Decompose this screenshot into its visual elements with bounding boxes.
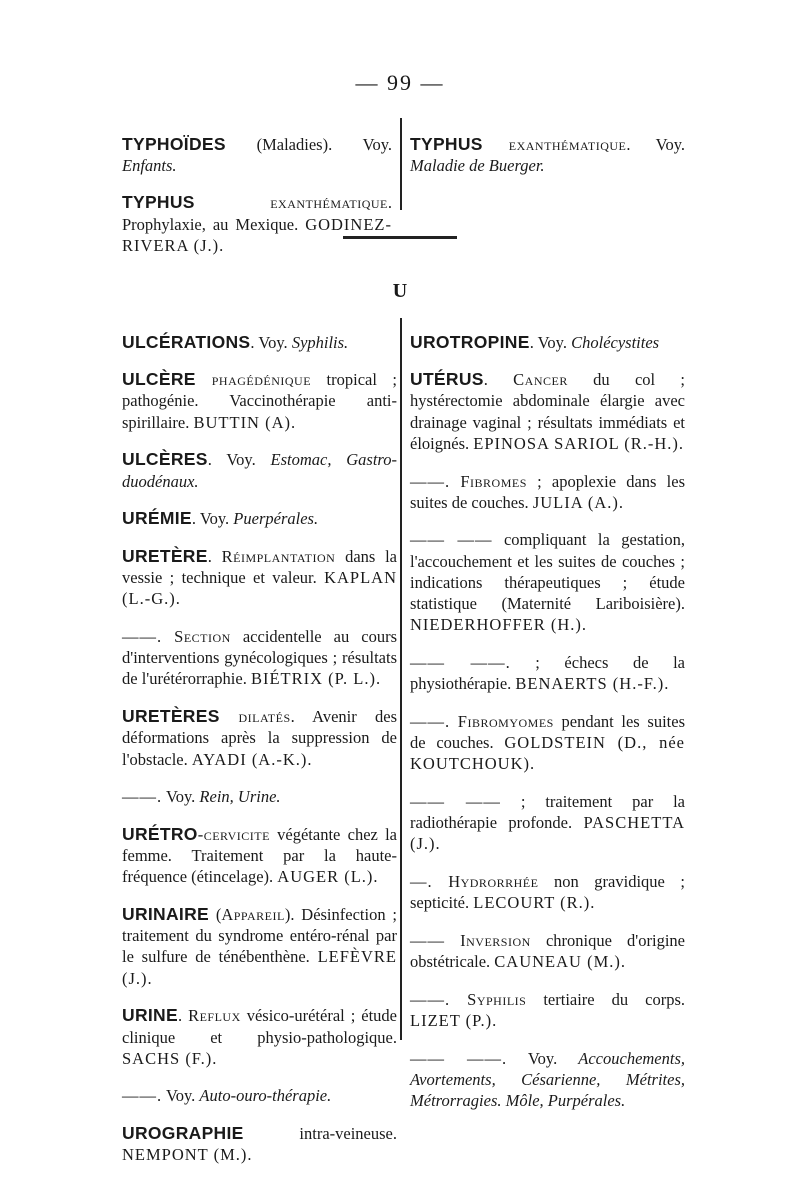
entry-text: chronique d'origine obstétricale.	[410, 930, 686, 972]
entry-headword: URETÈRES	[122, 706, 220, 727]
index-entry	[122, 332, 397, 353]
entry-text: .	[207, 546, 222, 566]
entry-headword: URINE	[122, 1005, 178, 1026]
entry-text: Réimplantation	[221, 546, 336, 566]
entry-text: tertiaire du corps.	[526, 989, 686, 1009]
entry-text: . Voy.	[626, 134, 685, 154]
entry-cross-reference: Accouchements, Avortements, Césarienne, Métrites, Métrorragies. Môle, Purpérales.	[410, 1048, 686, 1111]
entry-headword: UTÉRUS	[410, 369, 484, 390]
entry-repeat-dash: —— ——	[410, 530, 493, 550]
entry-text: tropical ; pathogénie. Vaccinothérapie anti-spirillaire.	[122, 370, 397, 432]
index-entry	[122, 1085, 397, 1106]
entry-text: Syphilis	[467, 989, 527, 1009]
entry-text: Cancer	[513, 370, 568, 390]
entry-text	[445, 931, 460, 950]
entry-cross-reference: Cholécystites	[571, 332, 660, 352]
entry-cross-reference: Auto-ouro-thérapie.	[199, 1086, 332, 1106]
entry-repeat-dash: ——	[410, 930, 445, 950]
index-column-bottom-right	[410, 315, 685, 1119]
entry-text: .	[177, 1006, 189, 1026]
entry-text	[433, 872, 449, 891]
entry-headword: URETÈRE	[122, 545, 208, 566]
entry-text: du col ; hystérectomie abdominale élargie avec drainage vaginal ; résultats immédiats et éloignés.	[410, 370, 685, 453]
index-entry	[122, 824, 397, 888]
entry-repeat-dash: ——.	[410, 711, 451, 731]
entry-author: EPINOSA SARIOL (R.-H.).	[473, 433, 685, 453]
entry-repeat-dash: ——.	[122, 1086, 163, 1106]
entry-headword: URÉTRO	[122, 823, 198, 844]
entry-text: . Voy.	[250, 332, 292, 352]
entry-headword: URÉMIE	[122, 508, 192, 529]
entry-headword: TYPHUS	[410, 133, 483, 154]
entry-text: . Voy.	[529, 332, 572, 352]
index-entry	[410, 871, 685, 913]
entry-repeat-dash: ——.	[122, 787, 163, 807]
entry-text: (	[209, 905, 222, 925]
entry-text: -cervicite	[197, 824, 270, 844]
entry-author: BUTTIN (A).	[193, 412, 297, 432]
entry-author: LIZET (P.).	[410, 1011, 498, 1031]
entry-repeat-dash: ——.	[122, 627, 163, 647]
entry-cross-reference: Rein, Urine.	[199, 787, 281, 807]
index-column-top-right	[410, 117, 685, 184]
index-entry	[122, 1005, 397, 1069]
entry-text: accidentelle au cours d'interventions gynécologiques ; résultats de l'urétérorraphie.	[122, 627, 398, 689]
entry-author: GOLDSTEIN (D., née KOUTCHOUK).	[410, 733, 685, 774]
entry-text: Voy.	[507, 1048, 579, 1068]
entry-headword: URINAIRE	[122, 904, 209, 925]
entry-author: JULIA (A.).	[532, 492, 625, 512]
entry-text: non gravidique ; septicité.	[410, 872, 685, 913]
index-entry	[122, 626, 397, 690]
index-column-bottom-left	[122, 315, 397, 1174]
entry-text: exanthématique	[482, 134, 627, 154]
entry-text: Reflux	[188, 1006, 241, 1026]
entry-author: BIÉTRIX (P. L.).	[250, 669, 382, 689]
entry-text: Appareil	[221, 905, 285, 925]
entry-author: NIEDERHOFFER (H.).	[410, 615, 588, 635]
entry-text: Section	[174, 627, 231, 647]
entry-text: intra-veineuse.	[243, 1124, 397, 1144]
index-entry	[410, 529, 685, 635]
index-column-top-left	[122, 117, 392, 264]
entry-text: vésico-urétéral ; étude clinique et physio-pathologique.	[122, 1006, 398, 1047]
entry-cross-reference: Maladie de Buerger.	[410, 155, 545, 175]
index-entry	[410, 332, 685, 353]
index-entry	[410, 930, 685, 972]
section-letter: U	[392, 280, 408, 302]
entry-author: LECOURT (R.).	[473, 893, 596, 913]
entry-author: SACHS (F.).	[122, 1048, 218, 1068]
entry-text: Fibromyomes	[457, 711, 554, 731]
index-entry	[122, 192, 392, 256]
entry-author: LEFÈVRE (J.).	[122, 947, 397, 988]
entry-text: Voy.	[162, 1086, 200, 1106]
entry-text: pendant les suites de couches.	[410, 711, 685, 753]
entry-text	[162, 627, 174, 646]
index-entry	[122, 1123, 397, 1165]
entry-text: phagédénique	[195, 370, 312, 390]
entry-text: . Voy.	[207, 450, 271, 470]
entry-headword: ULCÉRATIONS	[122, 331, 251, 352]
entry-author: GODINEZ-RIVERA (J.).	[122, 214, 392, 255]
entry-repeat-dash: —— ——	[410, 791, 501, 811]
entry-repeat-dash: ——.	[410, 989, 451, 1009]
index-entry	[122, 786, 397, 807]
index-entry	[122, 449, 397, 491]
entry-text: . Voy.	[191, 509, 234, 529]
entry-repeat-dash: ——.	[410, 471, 451, 491]
entry-text: exanthématique	[194, 193, 388, 213]
entry-text	[450, 712, 458, 731]
entry-repeat-dash: —— ——.	[410, 652, 511, 672]
entry-repeat-dash: —.	[410, 872, 433, 892]
entry-text: . Avenir des déformations après la suppression de l'obstacle.	[122, 707, 397, 769]
entry-headword: UROGRAPHIE	[122, 1123, 244, 1144]
index-entry	[410, 134, 685, 176]
index-entry	[122, 369, 397, 433]
index-entry	[122, 134, 392, 176]
section-rule	[343, 236, 457, 239]
entry-text: ). Désinfection ; traitement du syndrome entéro-rénal par le sulfure de ténébenthène.	[122, 905, 397, 967]
entry-text: Hydrorrhée	[448, 872, 539, 892]
entry-cross-reference: Enfants.	[122, 155, 177, 175]
entry-text: végétante chez la femme. Traitement par la haute-fréquence (étincelage).	[122, 824, 397, 887]
entry-text: Fibromes	[460, 471, 527, 491]
index-entry	[410, 989, 685, 1031]
entry-cross-reference: Puerpérales.	[233, 509, 319, 529]
index-entry	[410, 369, 685, 454]
entry-text: dans la vessie ; technique et valeur.	[122, 546, 398, 588]
column-divider-top	[400, 118, 402, 210]
entry-headword: UROTROPINE	[410, 331, 530, 352]
index-entry	[410, 711, 685, 775]
index-entry	[410, 652, 685, 694]
column-divider-bottom	[400, 318, 402, 1040]
entry-headword: ULCÈRES	[122, 449, 208, 470]
entry-text: ; traitement par la radiothérapie profonde.	[410, 791, 686, 833]
entry-cross-reference: Syphilis.	[291, 332, 349, 352]
entry-author: NEMPONT (M.).	[122, 1145, 253, 1165]
entry-cross-reference: Estomac, Gastro-duodénaux.	[122, 450, 397, 491]
entry-repeat-dash: —— ——.	[410, 1048, 508, 1068]
entry-text: (Maladies). Voy.	[225, 134, 392, 154]
index-entry	[122, 706, 397, 770]
entry-text: ; apoplexie dans les suites de couches.	[410, 471, 686, 512]
index-entry	[410, 791, 685, 855]
entry-text	[450, 990, 467, 1009]
index-entry	[122, 508, 397, 529]
entry-author: AUGER (L.).	[277, 867, 379, 887]
entry-author: KAPLAN (L.-G.).	[122, 568, 397, 609]
entry-author: AYADI (A.-K.).	[191, 749, 313, 769]
entry-headword: ULCÈRE	[122, 369, 196, 390]
index-entry	[410, 471, 685, 513]
entry-text: Voy.	[162, 787, 200, 807]
entry-author: BENAERTS (H.-F.).	[515, 674, 670, 694]
page-number: — 99 —	[355, 70, 445, 95]
index-entry	[122, 546, 397, 610]
entry-text: .	[483, 370, 514, 390]
index-entry	[122, 904, 397, 989]
entry-headword: TYPHOÏDES	[122, 133, 226, 154]
entry-text: . Prophylaxie, au Mexique.	[122, 193, 392, 234]
index-entry	[410, 1048, 685, 1112]
entry-text: ; échecs de la physiothérapie.	[410, 652, 686, 694]
entry-author: PASCHETTA (J.).	[410, 813, 685, 854]
entry-author: CAUNEAU (M.).	[494, 952, 626, 972]
entry-text: compliquant la gestation, l'accouchement et les suites de couches ; indications thérapeutiques ; étude statistique (Maternité Lariboisière).	[410, 530, 686, 614]
entry-text: Inversion	[460, 930, 531, 950]
entry-headword: TYPHUS	[122, 192, 195, 213]
entry-text	[450, 472, 460, 491]
entry-text: dilatés	[219, 707, 291, 727]
